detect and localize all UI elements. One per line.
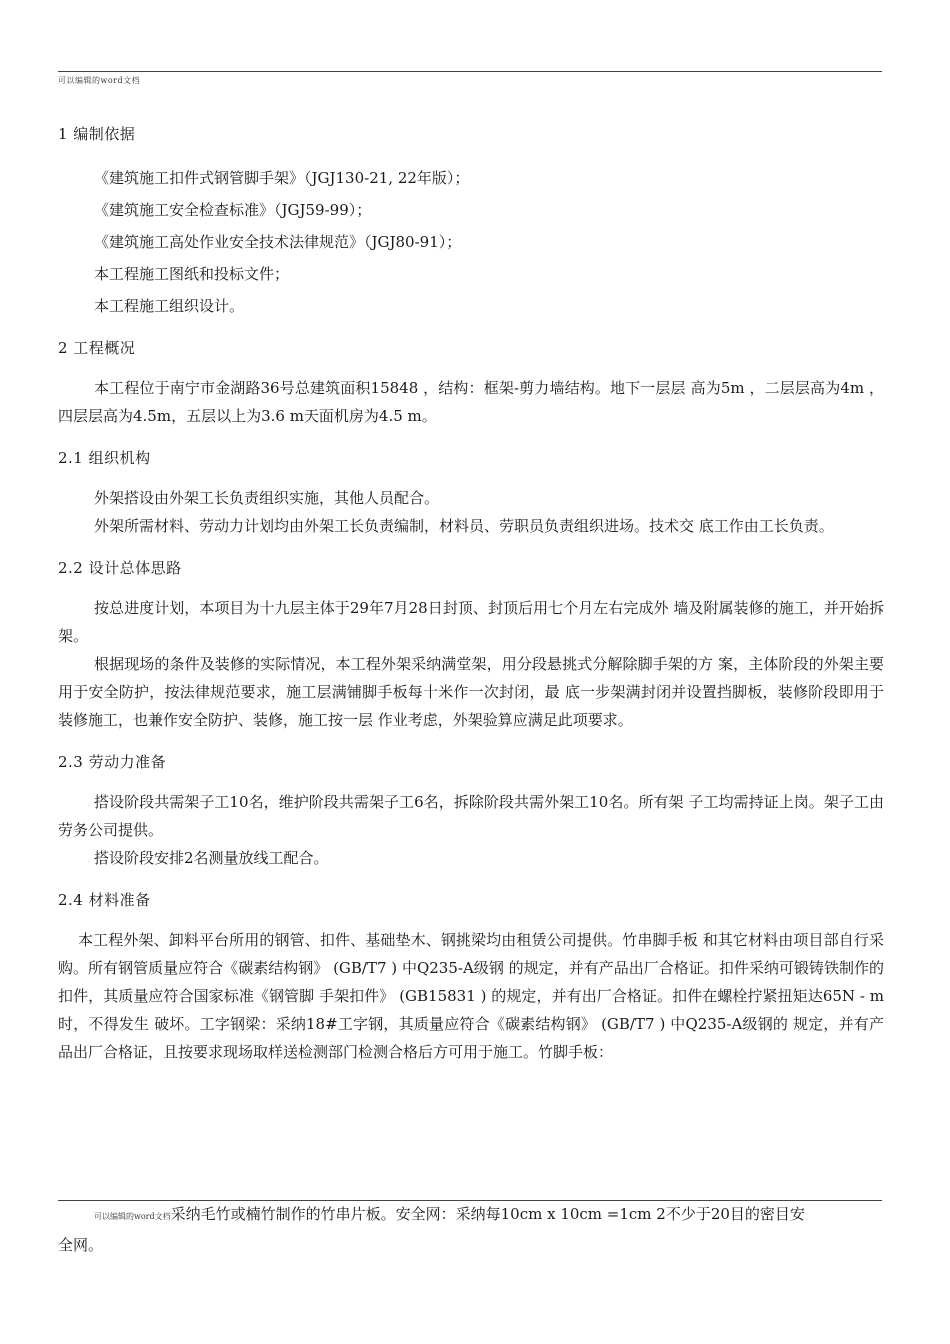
overview-paragraph: 本工程位于南宁市金湖路36号总建筑面积15848 ，结构：框架-剪力墙结构。地下一层层 高为5m ，二层层高为4m ，四层层高为4.5m，五层以上为3.6 m天面机房为4.5 m。	[58, 379, 884, 425]
document-body	[58, 120, 884, 1066]
footer-continuation	[58, 1200, 884, 1259]
basis-item: 本工程施工组织设计。	[94, 297, 245, 315]
materials-paragraph: 本工程外架、卸料平台所用的钢管、扣件、基础垫木、钢挑梁均由租赁公司提供。竹串脚手板 和其它材料由项目部自行采购。所有钢管质量应符合《碳素结构钢》 (GB/T7 ) 中Q235-A级钢 的规定，并有产品出厂合格证。扣件采纳可锻铸铁制作的扣件，其质量应符合国家标准《钢管脚 手架扣件》 (GB15831 ) 的规定，并有出厂合格证。扣件在螺栓拧紧扭矩达65N - m时，不得发生 破坏。工字钢梁：采纳18#工字钢，其质量应符合《碳素结构钢》 (GB/T7 ) 中Q235-A级钢的 规定，并有产品出厂合格证，且按要求现场取样送检测部门检测合格后方可用于施工。竹脚手板：	[58, 931, 884, 1061]
design-paragraph: 按总进度计划，本项目为十九层主体于29年7月28日封顶、封顶后用七个月左右完成外 墙及附属装修的施工，并开始拆架。	[58, 599, 884, 645]
section-2-title: 2 工程概况	[58, 339, 136, 357]
labor-paragraph: 搭设阶段安排2名测量放线工配合。	[94, 849, 329, 867]
header-rule	[58, 71, 882, 72]
basis-item: 《建筑施工高处作业安全技术法律规范》（JGJ80-91）；	[94, 233, 462, 251]
basis-item: 《建筑施工扣件式钢管脚手架》（JGJ130-21, 22年版）；	[94, 169, 470, 187]
labor-paragraph: 搭设阶段共需架子工10名，维护阶段共需架子工6名，拆除阶段共需外架工10名。所有架 子工均需持证上岗。架子工由劳务公司提供。	[58, 793, 884, 839]
design-paragraph: 根据现场的条件及装修的实际情况，本工程外架采纳满堂架，用分段悬挑式分解除脚手架的方 案，主体阶段的外架主要用于安全防护，按法律规范要求，施工层满铺脚手板每十米作一次封闭，最 底一步架满封闭并设置挡脚板，装修阶段即用于装修施工，也兼作安全防护、装修，施工按一层 作业考虑，外架验算应满足此项要求。	[58, 655, 884, 729]
section-2-3-title: 2.3 劳动力准备	[58, 753, 167, 771]
section-2-4-title: 2.4 材料准备	[58, 891, 151, 909]
basis-item: 《建筑施工安全检查标准》（JGJ59-99）；	[94, 201, 372, 219]
footer-label: 可以编辑的word文档	[94, 1212, 171, 1221]
footer-text-line-2: 全网。	[58, 1236, 104, 1254]
basis-item: 本工程施工图纸和投标文件；	[94, 265, 290, 283]
organization-paragraph: 外架所需材料、劳动力计划均由外架工长负责编制，材料员、劳职员负责组织进场。技术交 底工作由工长负责。	[94, 517, 834, 535]
organization-paragraph: 外架搭设由外架工长负责组织实施，其他人员配合。	[94, 489, 440, 507]
header-text: 可以编辑的word文档	[58, 76, 141, 85]
footer-text-line-1: 采纳毛竹或楠竹制作的竹串片板。安全网：采纳每10cm x 10cm =1cm 2不少于20目的密目安	[170, 1205, 805, 1223]
section-2-1-title: 2.1 组织机构	[58, 449, 151, 467]
section-1-title: 1 编制依据	[58, 125, 136, 143]
section-2-2-title: 2.2 设计总体思路	[58, 559, 182, 577]
